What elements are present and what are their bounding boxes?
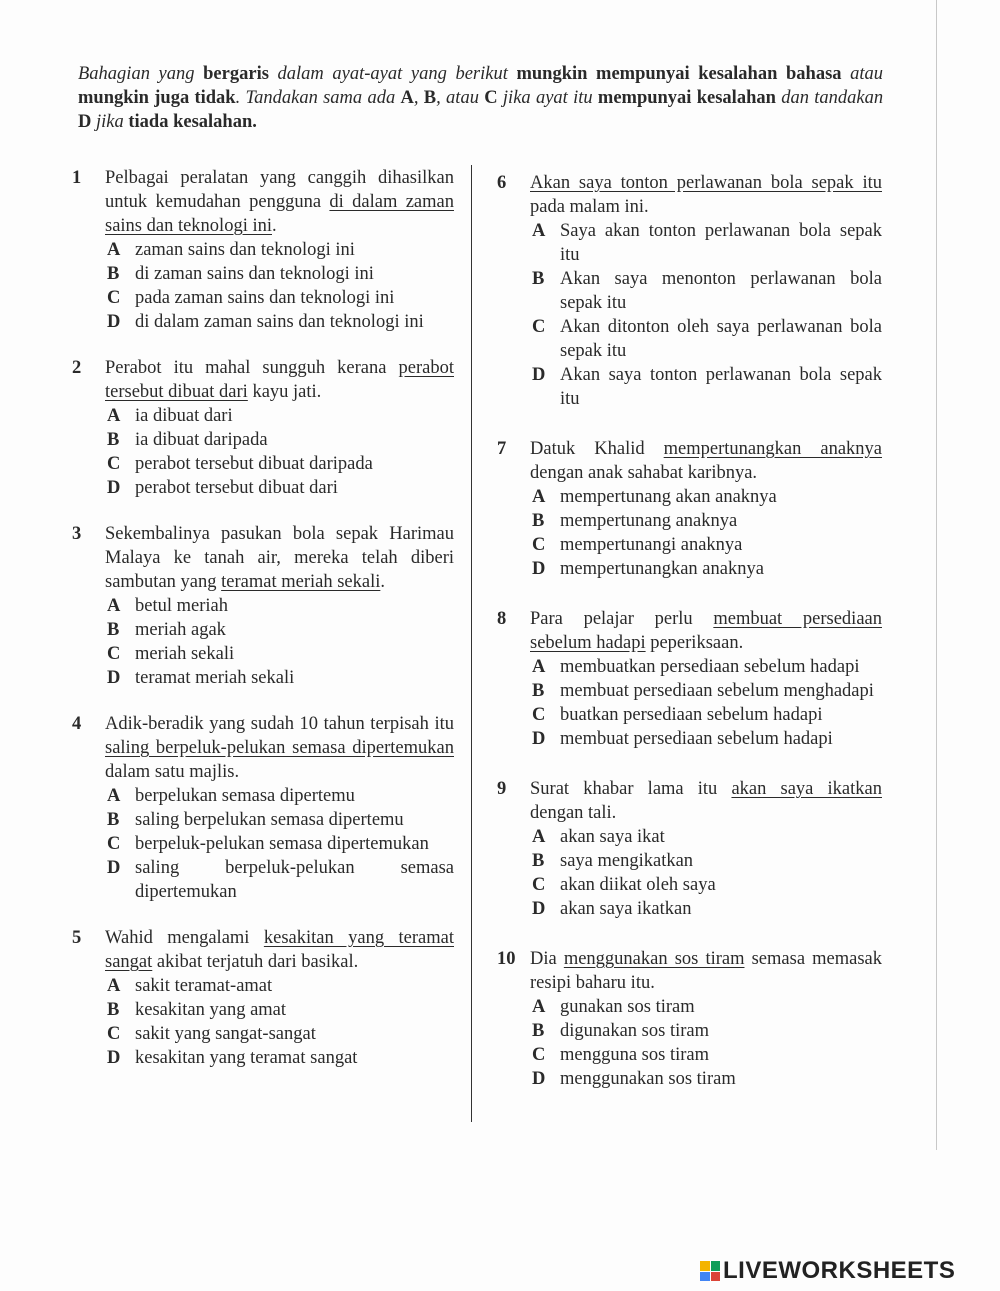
option-a[interactable]: [105, 404, 454, 428]
stem-post: kayu jati.: [247, 382, 322, 402]
option-d[interactable]: [105, 856, 454, 904]
option-text: Akan saya tonton perlawanan bola sepak itu: [560, 365, 882, 409]
option-text: saling berpelukan semasa dipertemu: [135, 810, 404, 830]
option-text: sakit teramat-amat: [135, 976, 273, 996]
column-divider: [471, 165, 472, 1122]
option-c[interactable]: [530, 533, 882, 557]
option-text: sakit yang sangat-sangat: [135, 1024, 316, 1044]
option-text: akan diikat oleh saya: [560, 875, 716, 895]
option-d[interactable]: [530, 897, 882, 921]
option-text: akan saya ikat: [560, 827, 665, 847]
option-text: membuatkan persediaan sebelum hadapi: [560, 657, 860, 677]
option-text: membuat persediaan sebelum hadapi: [560, 729, 833, 749]
option-text: pada zaman sains dan teknologi ini: [135, 288, 395, 308]
logo-square-1: [700, 1261, 710, 1271]
option-text: zaman sains dan teknologi ini: [135, 240, 355, 260]
option-letter: C: [107, 834, 121, 854]
question-10: [497, 947, 882, 1091]
option-c[interactable]: [530, 1043, 882, 1067]
option-text: Akan ditonton oleh saya perlawanan bola sepak itu: [560, 317, 882, 361]
option-letter: D: [107, 478, 121, 498]
option-letter: B: [107, 1000, 120, 1020]
option-letter: C: [107, 1024, 121, 1044]
option-letter: B: [532, 269, 545, 289]
option-letter: C: [107, 454, 121, 474]
option-letter: B: [107, 430, 120, 450]
option-text: berpelukan semasa dipertemu: [135, 786, 355, 806]
question-stem: [105, 166, 454, 238]
option-text: meriah agak: [135, 620, 226, 640]
option-b[interactable]: [530, 679, 882, 703]
option-c[interactable]: [105, 452, 454, 476]
stem-pre: Pelbagai peralatan yang canggih dihasilkan untuk kemudahan pengguna: [105, 168, 454, 212]
option-letter: D: [532, 365, 546, 385]
question-stem: [530, 171, 882, 219]
stem-pre: Para pelajar perlu: [530, 609, 714, 629]
answer-options: [530, 825, 882, 921]
question-number: 2: [72, 358, 82, 378]
option-text: mengguna sos tiram: [560, 1045, 710, 1065]
question-stem: [530, 777, 882, 825]
option-a[interactable]: [105, 238, 454, 262]
option-letter: D: [107, 668, 121, 688]
option-letter: A: [107, 240, 121, 260]
question-stem: [105, 926, 454, 974]
stem-pre: Perabot itu mahal sungguh kerana: [105, 358, 399, 378]
option-letter: D: [107, 1048, 121, 1068]
option-text: meriah sekali: [135, 644, 235, 664]
option-letter: D: [532, 729, 546, 749]
option-letter: C: [532, 705, 546, 725]
question-number: 7: [497, 439, 507, 459]
option-d[interactable]: [105, 1046, 454, 1070]
option-letter: D: [107, 312, 121, 332]
answer-options: [105, 238, 454, 334]
stem-underlined: saling berpeluk-pelukan semasa dipertemukan: [105, 738, 454, 758]
stem-post: dengan tali.: [530, 803, 617, 823]
stem-pre: Sekembalinya pasukan bola sepak Harimau Malaya ke tanah air, mereka telah diberi sambutan yang: [105, 524, 454, 592]
stem-underlined: perabot tersebut dibuat dari: [105, 358, 454, 402]
option-letter: D: [107, 858, 121, 878]
option-a[interactable]: [105, 974, 454, 998]
option-letter: A: [532, 657, 546, 677]
stem-underlined: di dalam zaman sains dan teknologi ini: [105, 192, 454, 236]
question-stem: [105, 712, 454, 784]
option-c[interactable]: [105, 1022, 454, 1046]
option-letter: B: [532, 681, 545, 701]
option-text: kesakitan yang amat: [135, 1000, 287, 1020]
option-text: saya mengikatkan: [560, 851, 694, 871]
question-stem: [105, 356, 454, 404]
option-b[interactable]: [105, 428, 454, 452]
option-text: Akan saya menonton perlawanan bola sepak itu: [560, 269, 882, 313]
option-c[interactable]: [105, 642, 454, 666]
option-text: membuat persediaan sebelum menghadapi: [560, 681, 874, 701]
option-text: berpeluk-pelukan semasa dipertemukan: [135, 834, 429, 854]
logo-square-2: [711, 1261, 721, 1271]
question-number: 6: [497, 173, 507, 193]
answer-options: [105, 594, 454, 690]
question-number: 1: [72, 168, 82, 188]
option-text: perabot tersebut dibuat dari: [135, 478, 338, 498]
option-text: Saya akan tonton perlawanan bola sepak itu: [560, 221, 882, 265]
option-d[interactable]: [105, 476, 454, 500]
question-number: 5: [72, 928, 82, 948]
page-edge-line: [936, 0, 937, 1150]
option-d[interactable]: [530, 1067, 882, 1091]
answer-options: [530, 995, 882, 1091]
option-c[interactable]: [105, 286, 454, 310]
option-text: gunakan sos tiram: [560, 997, 695, 1017]
right-column: [497, 171, 882, 1091]
option-text: di dalam zaman sains dan teknologi ini: [135, 312, 424, 332]
question-number: 8: [497, 609, 507, 629]
stem-underlined: mempertunangkan anaknya: [663, 439, 883, 459]
answer-options: [530, 219, 882, 411]
answer-options: [530, 655, 882, 751]
option-a[interactable]: [105, 594, 454, 618]
option-a[interactable]: [530, 825, 882, 849]
stem-pre: Wahid mengalami: [105, 928, 264, 948]
answer-options: [530, 485, 882, 581]
stem-underlined: teramat meriah sekali: [221, 572, 381, 592]
stem-post: dengan anak sahabat karibnya.: [530, 463, 758, 483]
option-d[interactable]: [530, 363, 882, 411]
option-c[interactable]: [530, 703, 882, 727]
question-number: 4: [72, 714, 82, 734]
option-text: di zaman sains dan teknologi ini: [135, 264, 374, 284]
question-4: [72, 712, 454, 904]
option-d[interactable]: [105, 666, 454, 690]
question-9: [497, 777, 882, 921]
option-text: digunakan sos tiram: [560, 1021, 710, 1041]
option-letter: A: [532, 827, 546, 847]
stem-pre: Adik-beradik yang sudah 10 tahun terpisah itu: [105, 714, 454, 734]
logo-text: LIVEWORKSHEETS: [723, 1257, 956, 1284]
option-d[interactable]: [105, 310, 454, 334]
option-a[interactable]: [530, 219, 882, 267]
question-stem: [530, 947, 882, 995]
liveworksheets-logo: [700, 1258, 955, 1284]
question-6: [497, 171, 882, 411]
option-letter: C: [532, 317, 546, 337]
option-b[interactable]: [105, 998, 454, 1022]
question-5: [72, 926, 454, 1070]
option-text: ia dibuat daripada: [135, 430, 268, 450]
option-d[interactable]: [530, 557, 882, 581]
option-text: betul meriah: [135, 596, 228, 616]
option-letter: C: [532, 535, 546, 555]
option-c[interactable]: [105, 832, 454, 856]
option-letter: B: [532, 851, 545, 871]
option-a[interactable]: [105, 784, 454, 808]
stem-pre: Dia: [530, 949, 564, 969]
question-number: 3: [72, 524, 82, 544]
question-3: [72, 522, 454, 690]
option-b[interactable]: [530, 1019, 882, 1043]
liveworksheets-logo-icon: [700, 1261, 720, 1281]
question-number: 9: [497, 779, 507, 799]
option-text: teramat meriah sekali: [135, 668, 295, 688]
option-text: buatkan persediaan sebelum hadapi: [560, 705, 823, 725]
option-letter: C: [107, 644, 121, 664]
question-stem: [530, 607, 882, 655]
instructions: Bahagian yang bergaris dalam ayat-ayat yang berikut mungkin mempunyai kesalahan bahasa atau mungkin juga tidak. Tandakan sama ada A, B, atau C jika ayat itu mempunyai kesalahan dan tandakan D jika tiada kesalahan.: [78, 64, 884, 132]
option-text: saling berpeluk-pelukan semasa dipertemukan: [135, 858, 454, 902]
option-a[interactable]: [530, 485, 882, 509]
stem-post: .: [380, 572, 385, 592]
option-letter: B: [107, 810, 120, 830]
stem-post: dalam satu majlis.: [105, 762, 240, 782]
option-text: mempertunang anaknya: [560, 511, 738, 531]
stem-post: akibat terjatuh dari basikal.: [152, 952, 359, 972]
option-letter: B: [107, 620, 120, 640]
option-text: mempertunang akan anaknya: [560, 487, 777, 507]
stem-post: pada malam ini.: [530, 197, 649, 217]
answer-options: [105, 974, 454, 1070]
option-letter: D: [532, 1069, 546, 1089]
option-c[interactable]: [530, 873, 882, 897]
stem-post: .: [272, 216, 277, 236]
option-letter: A: [107, 976, 121, 996]
option-letter: A: [532, 487, 546, 507]
question-8: [497, 607, 882, 751]
option-letter: B: [532, 511, 545, 531]
stem-pre: Datuk Khalid: [530, 439, 664, 459]
option-letter: B: [532, 1021, 545, 1041]
option-letter: B: [107, 264, 120, 284]
option-text: mempertunangkan anaknya: [560, 559, 764, 579]
question-7: [497, 437, 882, 581]
option-c[interactable]: [530, 315, 882, 363]
stem-underlined: membuat persediaan sebelum hadapi: [530, 609, 882, 653]
left-column: [72, 166, 454, 1070]
option-text: menggunakan sos tiram: [560, 1069, 736, 1089]
stem-pre: Surat khabar lama itu: [530, 779, 732, 799]
stem-underlined: menggunakan sos tiram: [563, 949, 745, 969]
question-number: 10: [497, 949, 516, 969]
question-2: [72, 356, 454, 500]
stem-post: peperiksaan.: [645, 633, 744, 653]
question-stem: [105, 522, 454, 594]
option-text: akan saya ikatkan: [560, 899, 692, 919]
option-b[interactable]: [105, 618, 454, 642]
option-text: perabot tersebut dibuat daripada: [135, 454, 373, 474]
option-letter: C: [107, 288, 121, 308]
option-text: kesakitan yang teramat sangat: [135, 1048, 358, 1068]
question-1: [72, 166, 454, 334]
stem-post: semasa memasak resipi baharu itu.: [530, 949, 882, 993]
option-letter: A: [107, 786, 121, 806]
option-b[interactable]: [530, 509, 882, 533]
option-d[interactable]: [530, 727, 882, 751]
option-text: ia dibuat dari: [135, 406, 233, 426]
option-letter: C: [532, 1045, 546, 1065]
stem-underlined: kesakitan yang teramat sangat: [105, 928, 454, 972]
answer-options: [105, 784, 454, 904]
option-letter: A: [107, 596, 121, 616]
option-letter: D: [532, 899, 546, 919]
option-a[interactable]: [530, 655, 882, 679]
answer-options: [105, 404, 454, 500]
stem-underlined: Akan saya tonton perlawanan bola sepak itu: [530, 173, 882, 193]
option-a[interactable]: [530, 995, 882, 1019]
logo-square-3: [700, 1272, 710, 1282]
stem-underlined: akan saya ikatkan: [731, 779, 882, 799]
option-letter: A: [107, 406, 121, 426]
option-b[interactable]: [105, 808, 454, 832]
option-text: mempertunangi anaknya: [560, 535, 743, 555]
option-letter: A: [532, 221, 546, 241]
question-stem: [530, 437, 882, 485]
logo-square-4: [711, 1272, 721, 1282]
option-b[interactable]: [105, 262, 454, 286]
option-letter: D: [532, 559, 546, 579]
option-b[interactable]: [530, 267, 882, 315]
option-letter: C: [532, 875, 546, 895]
option-b[interactable]: [530, 849, 882, 873]
option-letter: A: [532, 997, 546, 1017]
